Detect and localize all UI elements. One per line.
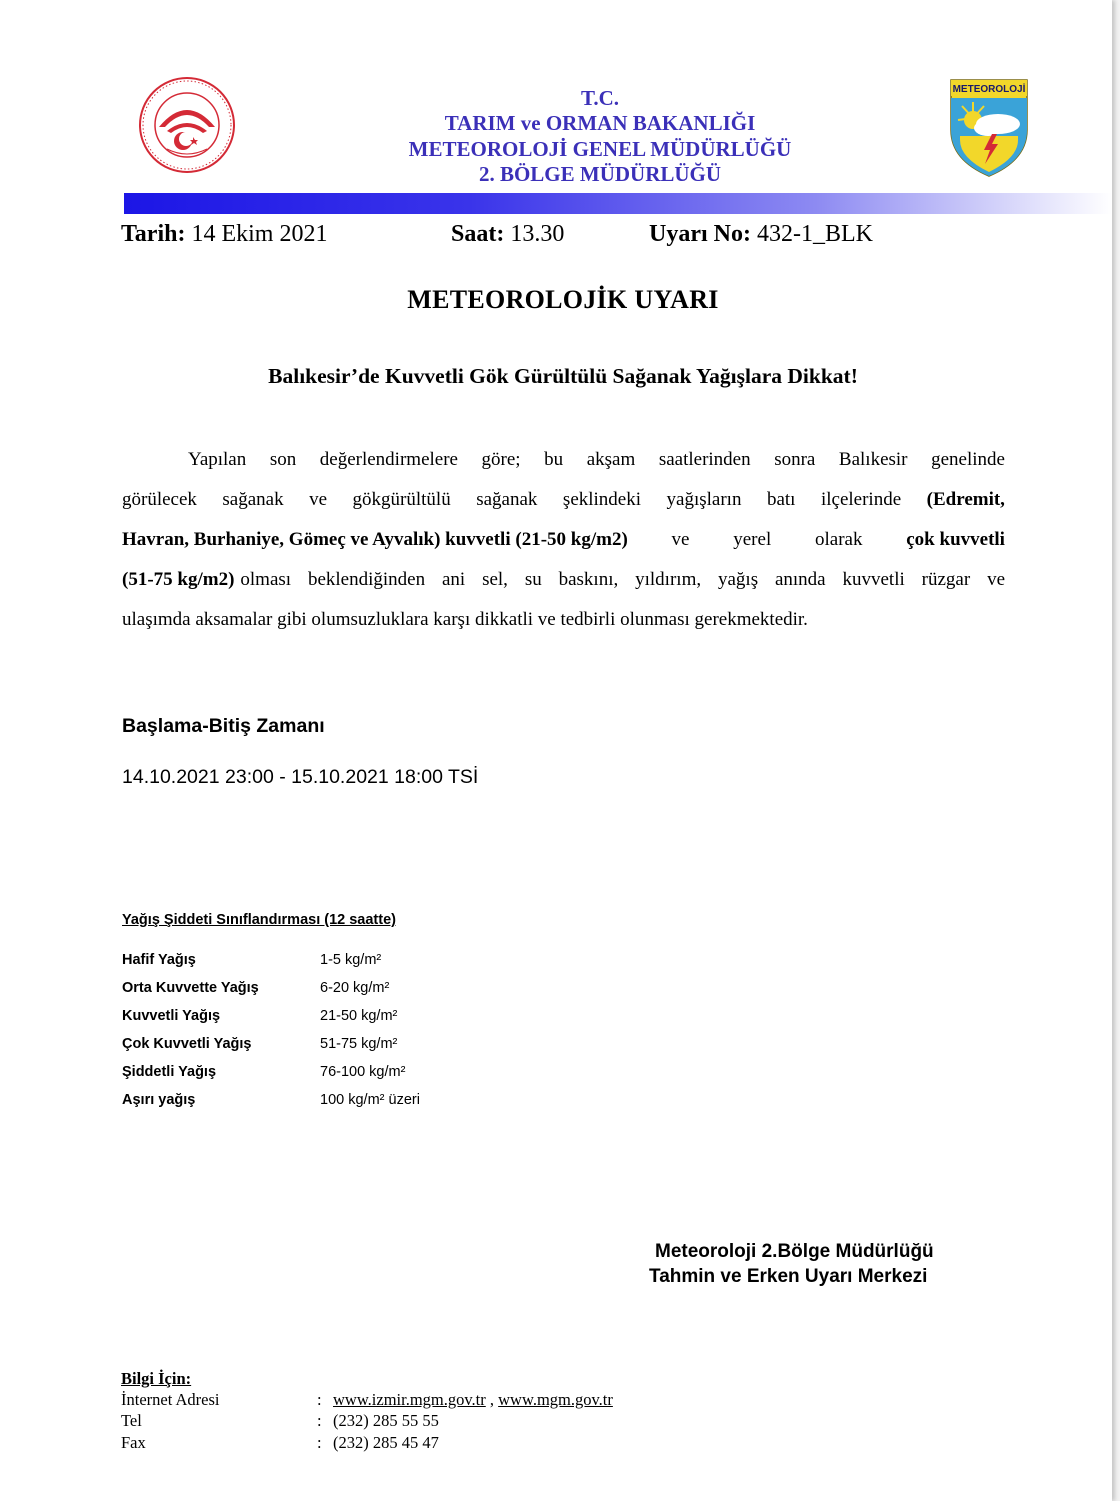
internet-label: İnternet Adresi xyxy=(121,1390,220,1409)
classification-row: Hafif Yağış 1-5 kg/m² xyxy=(122,952,382,968)
fax-value: (232) 285 45 47 xyxy=(333,1433,439,1452)
period-heading: Başlama-Bitiş Zamanı xyxy=(122,715,325,737)
org-line-ministry: TARIM ve ORMAN BAKANLIĞI xyxy=(444,111,756,135)
paragraph-line-5: ulaşımda aksamalar gibi olumsuzluklara karşı dikkatli ve tedbirli olunması gerekmektedir. xyxy=(122,609,808,630)
ministry-emblem-icon xyxy=(137,75,237,175)
meteoroloji-logo-icon xyxy=(948,78,1030,178)
paragraph-line-3: Havran, Burhaniye, Gömeç ve Ayvalık) kuvvetli (21-50 kg/m2) ve yerel olarak çok kuvvetli xyxy=(122,529,1005,550)
paragraph-line-1: Yapılan son değerlendirmelere göre; bu akşam saatlerinden sonra Balıkesir genelinde xyxy=(188,449,1005,470)
warning-number-value: 432-1_BLK xyxy=(756,221,873,247)
classification-row: Şiddetli Yağış 76-100 kg/m² xyxy=(122,1064,406,1080)
classification-heading: Yağış Şiddeti Sınıflandırması (12 saatte) xyxy=(122,912,396,928)
classification-row: Çok Kuvvetli Yağış 51-75 kg/m² xyxy=(122,1036,398,1052)
classification-row: Kuvvetli Yağış 21-50 kg/m² xyxy=(122,1008,398,1024)
fax-label: Fax xyxy=(121,1433,146,1452)
info-title: Bilgi İçin: xyxy=(121,1369,192,1388)
paragraph-line-2: görülecek sağanak ve gökgürültülü sağanak şeklindeki yağışların batı ilçelerinde (Edremit, xyxy=(122,489,1005,510)
date-label: Tarih: xyxy=(121,221,186,247)
warning-number-label: Uyarı No: xyxy=(649,221,751,247)
warning-subtitle: Balıkesir’de Kuvvetli Gök Gürültülü Sağanak Yağışlara Dikkat! xyxy=(268,364,858,388)
org-line-region: 2. BÖLGE MÜDÜRLÜĞÜ xyxy=(478,162,722,186)
date-field xyxy=(121,221,327,248)
classification-row: Aşırı yağış 100 kg/m² üzeri xyxy=(122,1092,420,1108)
tel-label: Tel xyxy=(121,1411,142,1430)
warning-number-field xyxy=(649,221,873,248)
info-tel-row: Tel : (232) 285 55 55 xyxy=(121,1411,439,1430)
period-value: 14.10.2021 23:00 - 15.10.2021 18:00 TSİ xyxy=(122,766,479,788)
svg-text:METEOROLOJİ: METEOROLOJİ xyxy=(952,84,1026,95)
classification-row: Orta Kuvvette Yağış 6-20 kg/m² xyxy=(122,980,390,996)
info-fax-row: Fax : (232) 285 45 47 xyxy=(121,1433,439,1452)
link-izmir-mgm[interactable]: www.izmir.mgm.gov.tr xyxy=(333,1390,486,1409)
classification-table xyxy=(122,952,522,1120)
org-line-tc: T.C. xyxy=(580,86,620,110)
date-value: 14 Ekim 2021 xyxy=(191,221,328,247)
tel-value: (232) 285 55 55 xyxy=(333,1411,439,1430)
header-band xyxy=(124,193,1112,214)
paragraph-line-4: (51-75 kg/m2) olması beklendiğinden ani sel, su baskını, yıldırım, yağış anında kuvvetli rüzgar ve xyxy=(122,569,1005,590)
info-internet-row: İnternet Adresi : www.izmir.mgm.gov.tr , www.mgm.gov.tr xyxy=(121,1390,613,1409)
link-mgm[interactable]: www.mgm.gov.tr xyxy=(498,1390,613,1409)
org-line-directorate: METEOROLOJİ GENEL MÜDÜRLÜĞÜ xyxy=(408,137,792,161)
time-value: 13.30 xyxy=(510,221,565,247)
signature-line-2: Tahmin ve Erken Uyarı Merkezi xyxy=(649,1266,928,1287)
signature-line-1: Meteoroloji 2.Bölge Müdürlüğü xyxy=(655,1241,934,1262)
time-label: Saat: xyxy=(451,221,505,247)
time-field xyxy=(451,221,564,248)
page-title: METEOROLOJİK UYARI xyxy=(407,285,719,314)
